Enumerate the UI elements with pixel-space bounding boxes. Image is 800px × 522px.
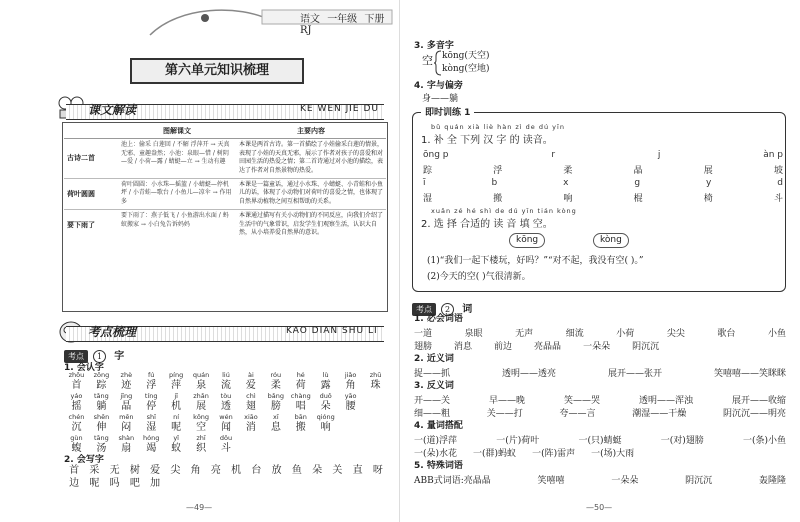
char-cell [313, 371, 338, 392]
char: 坡 [773, 166, 783, 176]
word-item: 关——打 [486, 409, 523, 419]
char-cell [89, 392, 114, 413]
char-hanzi: 织 [196, 443, 207, 454]
xie-title: 2. 会写字 [64, 455, 104, 465]
char-hanzi: 躺 [96, 401, 107, 412]
lesson-content: 本课是两首古诗。第一首描绘了小娃偷采白莲的情景，表现了小娃的天真无邪，展示了作者对孩子的喜爱和对田园生活的热爱之情；第二首诗通过对小池的描绘，表达了作者对自然景物的热爱。 [236, 139, 386, 179]
duoyin-char: 空 [422, 54, 433, 67]
word-item: 开——关 [414, 396, 451, 406]
section-sub-kaodian: KAO DIAN SHU LI [286, 326, 378, 336]
char-hanzi: 呀 [372, 465, 383, 476]
char-cell [313, 413, 338, 434]
char-pinyin: tòu [220, 392, 232, 400]
tag-term: 下册 [364, 14, 385, 25]
char-pinyin: zhū [369, 371, 382, 379]
lesson-content: 本课通过描写有关小动物们的不同反应，向我们介绍了生活中的气象常识，启发学生们观察生活，认识大自然，从小培养爱自然界的意识。 [236, 209, 386, 240]
word-item: 亮晶晶 [534, 342, 562, 352]
char-pinyin: hóng [143, 434, 160, 442]
blank-pinyin[interactable]: ī [423, 178, 426, 188]
char-hanzi: 泉 [196, 380, 207, 391]
char-pinyin: mēn [119, 413, 134, 421]
char-pinyin: yǐ [173, 434, 179, 442]
word-item: 阴沉沉 [685, 476, 713, 486]
char-hanzi: 搬 [295, 422, 306, 433]
q2-sentence-2: (2)今天的空( )气很清新。 [427, 272, 531, 282]
word-item: 一(片)荷叶 [496, 436, 540, 446]
xie-row [64, 477, 388, 490]
char-pinyin: liú [222, 371, 230, 379]
char-cell [313, 392, 338, 413]
q1-row2-chars [423, 191, 783, 204]
word-item: 一(群)蚂蚁 [473, 449, 517, 459]
char: 柔 [563, 166, 573, 176]
char-cell [263, 371, 288, 392]
char: 棍 [633, 194, 643, 204]
char-hanzi: 柔 [270, 380, 281, 391]
char-hanzi: 采 [89, 465, 100, 476]
kaodian-badge: 考点 [64, 350, 88, 363]
q2-sentence-1: (1)“我们一起下楼玩，好吗？”“对不起，我没有空( )。” [427, 256, 644, 266]
lesson-diagram: 要下雨了：燕子低飞 / 小鱼游出水面 / 蚂蚁搬家 → 小白兔告诉妈妈 [118, 209, 236, 240]
word-item: ABB式词语:亮晶晶 [414, 476, 491, 486]
q1-text: 1. 补 全 下列 汉 字 的 读音。 [421, 135, 553, 146]
renshi-title: 1. 会认字 [64, 363, 104, 373]
char-hanzi: 踪 [96, 380, 107, 391]
char-hanzi: 亮 [210, 465, 221, 476]
blank-pinyin[interactable]: x [563, 178, 569, 188]
char: 展 [703, 166, 713, 176]
grade-tags [298, 10, 399, 36]
char-cell [64, 371, 89, 392]
char-pinyin: lù [322, 371, 329, 379]
char-pinyin: róu [270, 371, 282, 379]
char-cell [263, 392, 288, 413]
word-item: 一(场)大雨 [591, 449, 635, 459]
q1-row1-chars [423, 163, 783, 176]
pianpang-line: 身——躺 [422, 94, 459, 104]
blank-pinyin[interactable]: ōng p [423, 150, 449, 160]
char-hanzi: 首 [71, 380, 82, 391]
word-item: 一朵朵 [583, 342, 611, 352]
char-hanzi: 透 [220, 401, 231, 412]
unit-title: 第六单元知识梳理 [130, 58, 304, 84]
q1-pinyin: bǔ quán xià liè hàn zì de dú yīn [431, 123, 565, 131]
char-pinyin: chì [246, 392, 256, 400]
char-hanzi: 吧 [129, 478, 140, 489]
section-title-kewen: 课文解读 [88, 103, 137, 117]
char-hanzi: 机 [231, 465, 242, 476]
word-item: 尖尖 [666, 329, 685, 339]
char-pinyin: xiāo [244, 413, 258, 421]
char-hanzi: 闷 [121, 422, 132, 433]
char-hanzi: 呢 [89, 478, 100, 489]
table-row [64, 139, 386, 179]
word-item: 一(阵)雷声 [532, 449, 576, 459]
word-item: 细流 [565, 329, 584, 339]
word-item: 笑——哭 [563, 396, 600, 406]
char-cell [238, 392, 263, 413]
page-number-right: —50— [586, 503, 613, 512]
option-cloud-kong1[interactable]: kōng [509, 233, 545, 248]
table-row [64, 209, 386, 240]
lesson-table [64, 124, 386, 240]
q1-row2-pinyin [423, 179, 783, 187]
char-hanzi: 竭 [146, 443, 157, 454]
word-item: 展开——张开 [607, 369, 662, 379]
teshu-title: 5. 特殊词语 [414, 461, 463, 471]
word-item: 一(对)翅膀 [660, 436, 704, 446]
char-hanzi: 荷 [295, 380, 306, 391]
word-item: 展开——收缩 [731, 396, 786, 406]
pianpang-title: 4. 字与偏旁 [414, 81, 463, 91]
blank-pinyin[interactable]: j [657, 150, 661, 160]
char-pinyin: shēn [93, 413, 110, 421]
duoyin-b: kòng(空地) [442, 64, 490, 74]
word-item: 细——粗 [414, 409, 451, 419]
char-hanzi: 直 [352, 465, 363, 476]
word-item: 歌台 [717, 329, 736, 339]
char-cell [214, 392, 239, 413]
char-hanzi: 闻 [220, 422, 231, 433]
char-hanzi: 爱 [150, 465, 161, 476]
char-cell [214, 434, 239, 455]
char: 踪 [423, 166, 433, 176]
char-pinyin: wén [219, 413, 233, 421]
q2-text: 2. 选 择 合适的 读 音 填 空。 [421, 219, 553, 230]
char-cell [114, 434, 139, 455]
word-item: 泉眼 [464, 329, 483, 339]
char-cell [189, 434, 214, 455]
char-hanzi: 蚁 [171, 443, 182, 454]
kaodian-label: 字 [114, 351, 125, 362]
q2-pinyin: xuǎn zé hé shì de dú yīn tián kòng [431, 207, 577, 215]
renshi-row [64, 434, 388, 455]
word-item: 潮湿——干燥 [632, 409, 687, 419]
lesson-diagram: 荷叶圆圆：小水珠—摇篮 / 小蜻蜓—停机坪 / 小青蛙—歌台 / 小鱼儿—凉伞 → 作用多 [118, 178, 236, 209]
char-pinyin: bǎng [267, 392, 285, 400]
word-item: 一(只)蜻蜓 [578, 436, 622, 446]
char: 湿 [423, 194, 433, 204]
word-item: 翅膀 [414, 342, 433, 352]
liangci-title: 4. 量词搭配 [414, 421, 463, 431]
char-pinyin: yáo [70, 392, 83, 400]
word-item: 一朵朵 [611, 476, 639, 486]
fanyi-title: 3. 反义词 [414, 381, 454, 391]
char-cell [338, 371, 363, 392]
char-cell [189, 371, 214, 392]
char-hanzi: 迹 [121, 380, 132, 391]
xie-grid [64, 464, 388, 490]
char-hanzi: 蝮 [71, 443, 82, 454]
char-pinyin: zhǎn [193, 392, 209, 400]
char-hanzi: 爱 [245, 380, 256, 391]
char-pinyin: zhè [120, 371, 133, 379]
char-hanzi: 珠 [370, 380, 381, 391]
word-item: 阴沉沉——明亮 [722, 409, 786, 419]
blank-pinyin[interactable]: r [551, 150, 556, 160]
blank-pinyin[interactable]: y [705, 178, 712, 188]
lesson-title: 古诗二首 [64, 139, 118, 179]
char-hanzi: 沉 [71, 422, 82, 433]
char-cell [64, 392, 89, 413]
word-item: 消息 [454, 342, 473, 352]
right-page [400, 0, 800, 522]
char-cell [363, 371, 388, 392]
tag-edition: RJ [300, 25, 312, 36]
char-pinyin: píng [169, 371, 184, 379]
word-item: 轰隆隆 [758, 476, 786, 486]
char-hanzi: 扇 [121, 443, 132, 454]
char-pinyin: bān [294, 413, 307, 421]
char-hanzi: 汤 [96, 443, 107, 454]
word-item: 早——晚 [488, 396, 525, 406]
word-item: 一(朵)水花 [414, 449, 458, 459]
q1-row1-pinyin [423, 151, 783, 159]
renshi-grid [64, 371, 388, 455]
char-cell [338, 392, 363, 413]
page-number-left: —49— [186, 503, 213, 512]
word-item: 一道 [414, 329, 433, 339]
char-hanzi: 露 [320, 380, 331, 391]
table-row [64, 178, 386, 209]
word-item: 小荷 [616, 329, 635, 339]
blank-pinyin[interactable]: g [634, 178, 641, 188]
word-item: 笑嘻嘻——笑眯眯 [713, 369, 786, 379]
duoyin-a: kōng(天空) [442, 51, 490, 61]
word-item: 捉——抓 [414, 369, 451, 379]
char-pinyin: yāo [344, 392, 357, 400]
char-cell [263, 413, 288, 434]
char-hanzi: 响 [320, 422, 331, 433]
char-hanzi: 加 [150, 478, 161, 489]
kaodian-number: 1 [93, 350, 106, 363]
bihui-row [414, 339, 786, 352]
char-hanzi: 浮 [146, 380, 157, 391]
char-pinyin: jiǎo [344, 371, 357, 379]
char-cell [288, 371, 313, 392]
char-cell [288, 392, 313, 413]
char-pinyin: chàng [290, 392, 311, 400]
word-item: 夸——言 [559, 409, 596, 419]
word-item: 前边 [494, 342, 513, 352]
bihui-row [414, 326, 786, 339]
char-hanzi: 湿 [146, 422, 157, 433]
char-pinyin: jī [174, 392, 178, 400]
char-pinyin: chén [68, 413, 85, 421]
char-pinyin: zhōu [68, 371, 85, 379]
char-pinyin: tǎng [93, 392, 109, 400]
jinyi-title: 2. 近义词 [414, 354, 454, 364]
char-cell [89, 371, 114, 392]
drill-box [412, 108, 786, 292]
char-pinyin: kōng [193, 413, 210, 421]
char: 搬 [493, 194, 503, 204]
char-cell [114, 413, 139, 434]
char-hanzi: 台 [251, 465, 262, 476]
char-cell [64, 413, 89, 434]
col-header-content: 主要内容 [236, 124, 386, 139]
char-pinyin [338, 413, 363, 421]
lesson-content: 本课是一篇童话，通过小水珠、小蜻蜓、小青蛙和小鱼儿的话，体现了小动物们对荷叶的喜爱之情，也体现了自然界动植物之间互相帮助的关系。 [236, 178, 386, 209]
liangci-row [414, 433, 786, 446]
brace-icon [434, 50, 442, 76]
word-item: 透明——透亮 [501, 369, 556, 379]
fanyi-row [414, 406, 786, 419]
char-hanzi: 展 [196, 401, 207, 412]
option-cloud-kong4[interactable]: kòng [593, 233, 629, 248]
char-hanzi: 空 [196, 422, 207, 433]
char-hanzi: 机 [171, 401, 182, 412]
fanyi-row [414, 393, 786, 406]
char-pinyin: shàn [118, 434, 135, 442]
char-hanzi: 伸 [96, 422, 107, 433]
char-hanzi: 吗 [109, 478, 120, 489]
char-pinyin: quán [192, 371, 210, 379]
char-pinyin: hé [296, 371, 305, 379]
char-cell [214, 413, 239, 434]
char-cell [164, 371, 189, 392]
liangci-row [414, 446, 786, 459]
char-hanzi: 息 [270, 422, 281, 433]
word-item: 一(条)小鱼 [742, 436, 786, 446]
kaodian-number: 2 [441, 303, 454, 316]
char-hanzi: 流 [220, 380, 231, 391]
char-hanzi: 摇 [71, 401, 82, 412]
char-hanzi: 停 [146, 401, 157, 412]
char-cell [338, 413, 363, 434]
blank-pinyin[interactable]: b [491, 178, 498, 188]
char-cell [89, 413, 114, 434]
char-hanzi: 朵 [320, 401, 331, 412]
col-header-diagram: 图解课文 [118, 124, 236, 139]
char-hanzi: 唱 [295, 401, 306, 412]
char-pinyin: zhī [196, 434, 206, 442]
word-item: 透明——浑浊 [638, 396, 693, 406]
char-pinyin: ài [248, 371, 254, 379]
char-cell [288, 413, 313, 434]
renshi-row [64, 392, 388, 413]
char-hanzi: 消 [245, 422, 256, 433]
char-cell [139, 413, 164, 434]
char-hanzi: 晶 [121, 401, 132, 412]
char-hanzi: 萍 [171, 380, 182, 391]
char-pinyin: shī [146, 413, 156, 421]
char-hanzi: 朵 [312, 465, 323, 476]
char-hanzi: 呢 [171, 422, 182, 433]
drill-title: 即时训练 1 [421, 105, 474, 118]
duoyin-title: 3. 多音字 [414, 41, 454, 51]
kaodian-badge: 考点 [412, 303, 436, 316]
char-cell [139, 392, 164, 413]
char-hanzi: 腰 [345, 401, 356, 412]
char-pinyin: qióng [316, 413, 335, 421]
char-pinyin: jīng [120, 392, 133, 400]
char-cell [164, 434, 189, 455]
jinyi-row [414, 366, 786, 379]
blank-pinyin[interactable]: d [777, 178, 783, 188]
char-pinyin: fú [148, 371, 155, 379]
char-cell [114, 371, 139, 392]
word-item: 小鱼 [767, 329, 786, 339]
char-hanzi: 尖 [170, 465, 181, 476]
char-hanzi: 翅 [245, 401, 256, 412]
lesson-title: 要下雨了 [64, 209, 118, 240]
char-pinyin: xī [273, 413, 279, 421]
char-hanzi: 斗 [220, 443, 231, 454]
char-pinyin: dǒu [219, 434, 233, 442]
char-cell [238, 413, 263, 434]
kaodian-label: 词 [462, 304, 473, 315]
char: 椅 [703, 194, 713, 204]
renshi-row [64, 371, 388, 392]
char-pinyin: gùn [70, 434, 83, 442]
tag-grade: 一年级 [327, 14, 358, 25]
char-hanzi: 鱼 [291, 465, 302, 476]
char-hanzi [338, 421, 363, 434]
char-hanzi: 树 [129, 465, 140, 476]
char-pinyin: duǒ [319, 392, 332, 400]
char-hanzi: 无 [109, 465, 120, 476]
char-cell [139, 434, 164, 455]
section-title-kaodian: 考点梳理 [88, 325, 137, 339]
char-pinyin: zōng [93, 371, 110, 379]
tag-subject: 语文 [300, 14, 320, 25]
char-hanzi: 角 [345, 380, 356, 391]
word-item: 无声 [515, 329, 534, 339]
word-item: 笑嘻嘻 [537, 476, 565, 486]
word-item: 一(道)浮萍 [414, 436, 458, 446]
char-hanzi: 首 [69, 465, 80, 476]
char-cell [114, 392, 139, 413]
renshi-row [64, 413, 388, 434]
char-pinyin: ní [173, 413, 180, 421]
char: 晶 [633, 166, 643, 176]
char-hanzi: 膀 [270, 401, 281, 412]
char-hanzi: 角 [190, 465, 201, 476]
teshu-row [414, 473, 786, 486]
char-cell [238, 371, 263, 392]
char-cell [139, 371, 164, 392]
lesson-diagram: 池上：偷采 白莲回 / 不解 浮萍开 → 天真无邪、童趣盎然；小池：泉眼—惜 / 树阴—爱 / 小荷—露 / 蜻蜓—立 → 生动有趣 [118, 139, 236, 179]
blank-pinyin[interactable]: àn p [763, 150, 783, 160]
char-cell [189, 413, 214, 434]
xie-row [64, 464, 388, 477]
char-cell [164, 392, 189, 413]
char-hanzi: 边 [69, 478, 80, 489]
char: 斗 [773, 194, 783, 204]
char: 浮 [493, 166, 503, 176]
lesson-title: 荷叶圆圆 [64, 178, 118, 209]
char-cell [189, 392, 214, 413]
bihui-title: 1. 必会词语 [414, 314, 463, 324]
char-hanzi: 放 [271, 465, 282, 476]
char: 响 [563, 194, 573, 204]
char-pinyin: tāng [93, 434, 109, 442]
section-sub-kewen: KE WEN JIE DU [300, 104, 380, 114]
char-cell [214, 371, 239, 392]
char-pinyin: tíng [144, 392, 158, 400]
char-cell [164, 413, 189, 434]
char-hanzi: 关 [332, 465, 343, 476]
word-item: 阴沉沉 [632, 342, 660, 352]
